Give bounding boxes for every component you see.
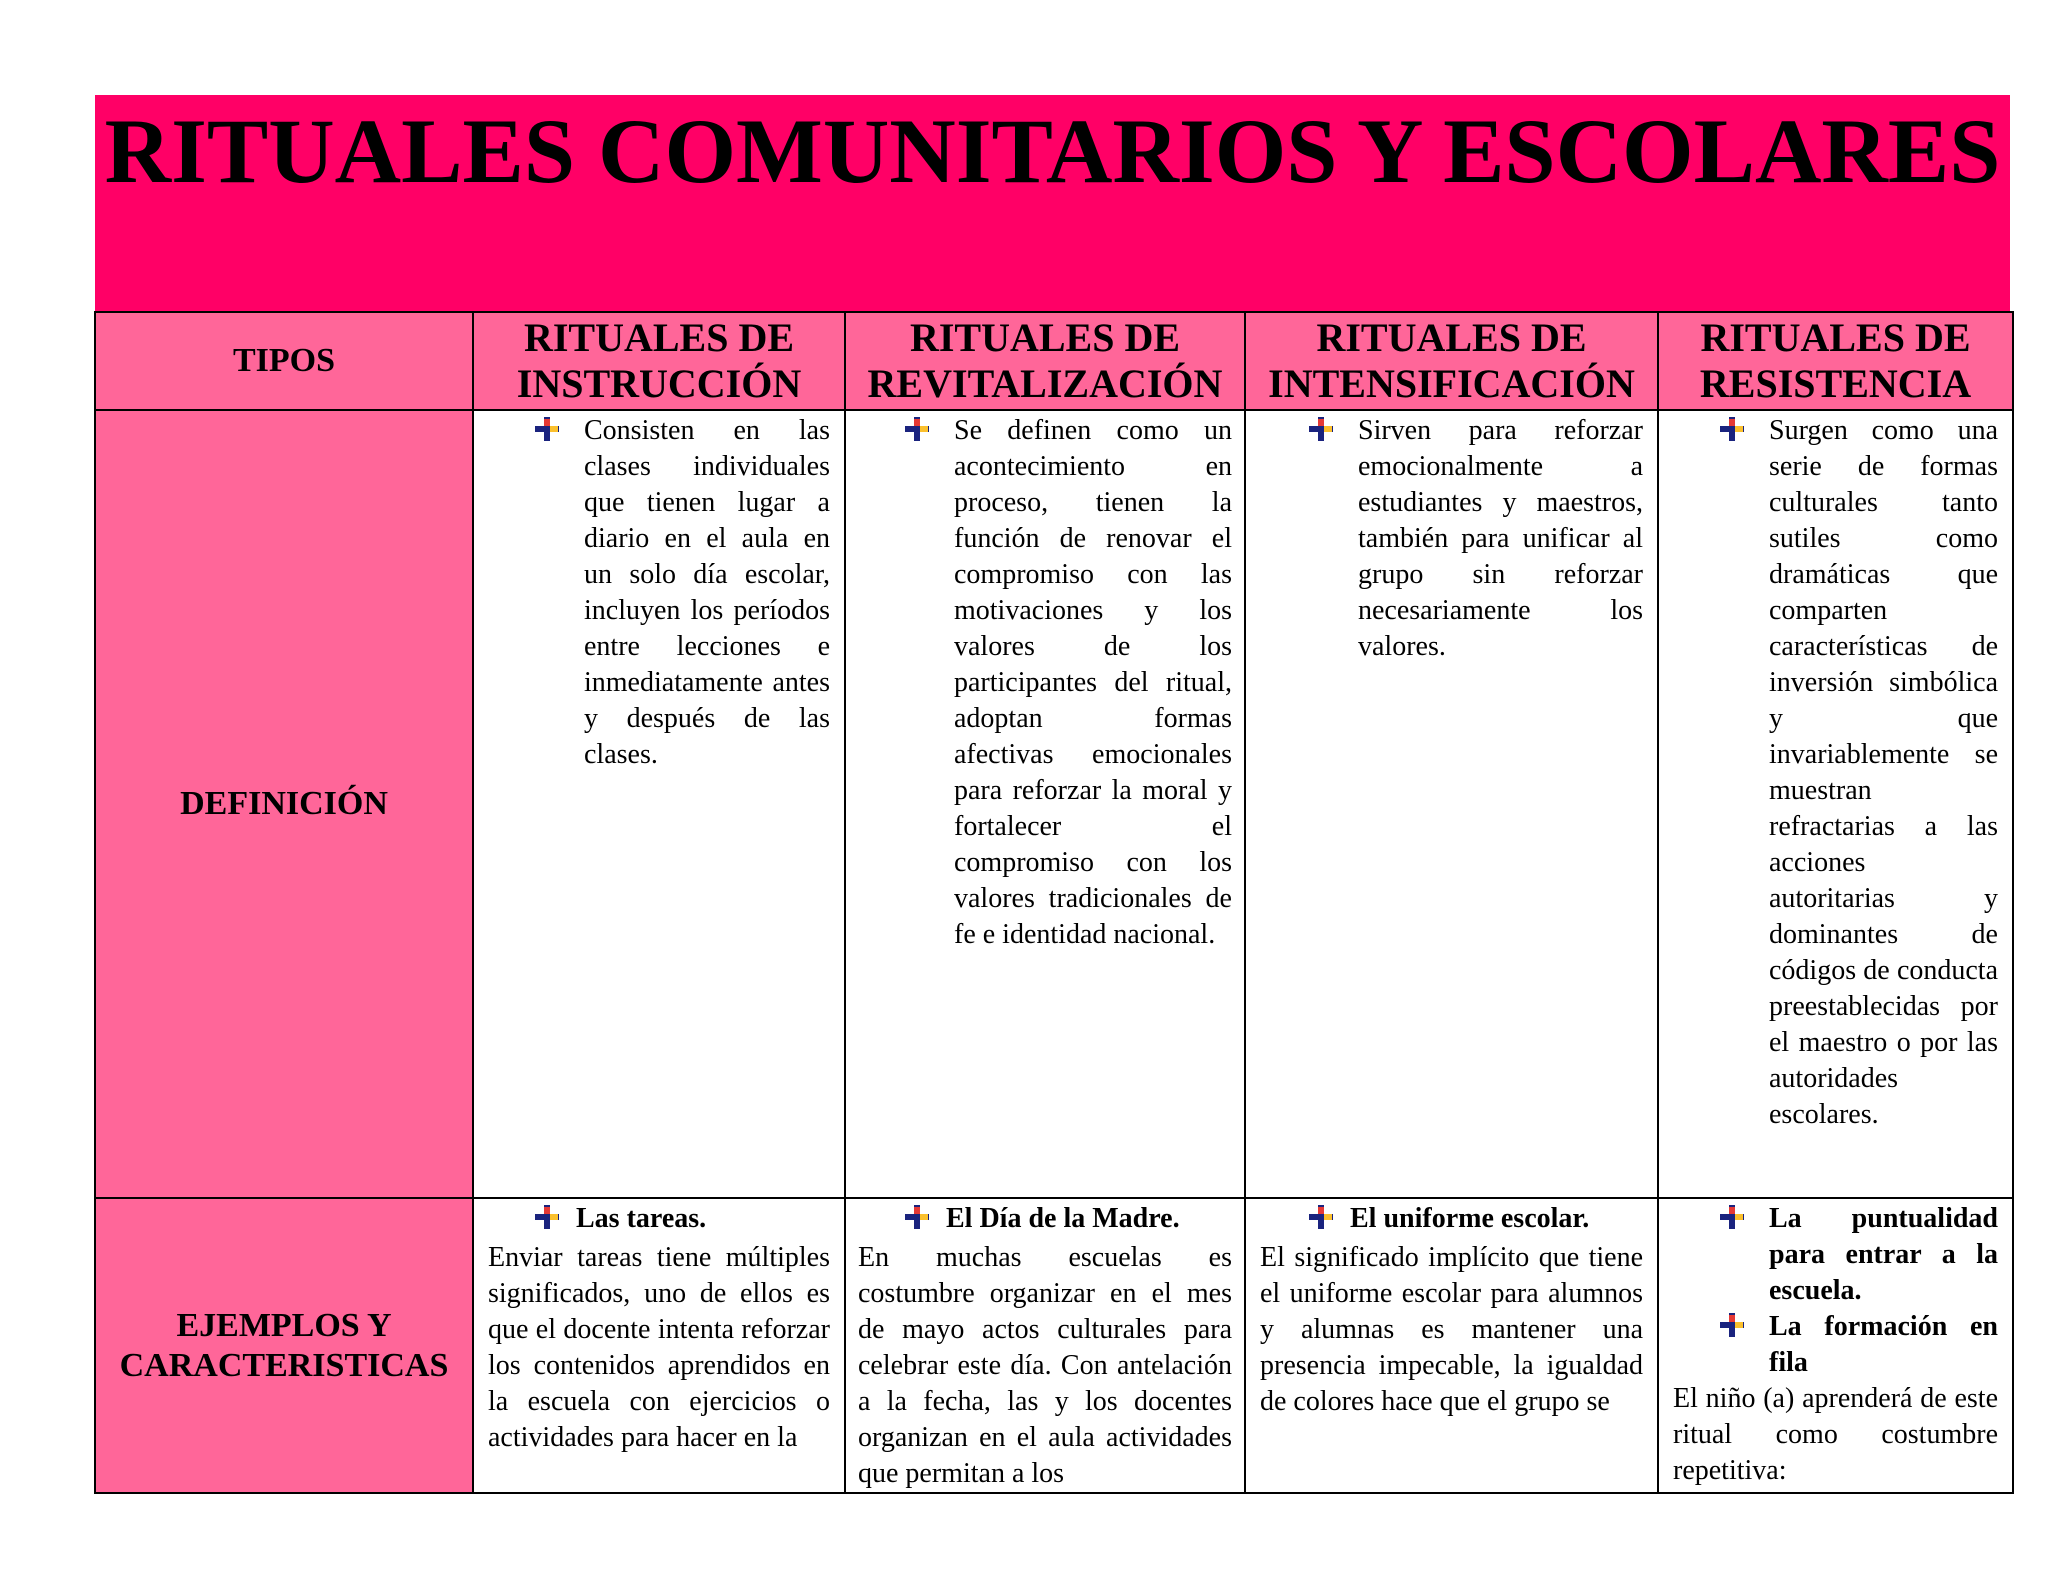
example-text: En muchas escuelas es costumbre organizar en el mes de mayo actos culturales para celebrar este día. Con antelación a la fecha, las y los docentes organizan en el aula actividades que permitan a los bbox=[858, 1242, 1232, 1489]
plus-bullet-icon bbox=[904, 416, 930, 452]
example-cell bbox=[1658, 1198, 2013, 1493]
rituals-table bbox=[94, 311, 2014, 1494]
plus-bullet-icon bbox=[534, 1204, 560, 1240]
plus-bullet-icon bbox=[1719, 416, 1745, 452]
example-text: El significado implícito que tiene el uniforme escolar para alumnos y alumnas es mantener una presencia impecable, la igualdad de colores hace que el grupo se bbox=[1260, 1242, 1643, 1417]
plus-bullet-icon bbox=[1308, 1204, 1334, 1240]
definition-cell bbox=[473, 410, 845, 1198]
example-title-2: La formación en fila bbox=[1769, 1311, 1998, 1378]
example-cell bbox=[845, 1198, 1245, 1493]
page-title: RITUALES COMUNITARIOS Y ESCOLARES bbox=[104, 100, 2001, 202]
example-cell bbox=[1245, 1198, 1658, 1493]
row-label-ejemplos: EJEMPLOS Y CARACTERISTICAS bbox=[95, 1198, 473, 1493]
column-header: RITUALES DE RESISTENCIA bbox=[1658, 312, 2013, 410]
example-title: Las tareas. bbox=[576, 1203, 707, 1234]
definition-cell bbox=[1658, 410, 2013, 1198]
example-cell bbox=[473, 1198, 845, 1493]
example-text: Enviar tareas tiene múltiples significados, uno de ellos es que el docente intenta reforzar los contenidos aprendidos en la escuela con ejercicios o actividades para hacer en la bbox=[488, 1242, 830, 1453]
example-title: El Día de la Madre. bbox=[946, 1203, 1180, 1234]
column-header: RITUALES DE INTENSIFICACIÓN bbox=[1245, 312, 1658, 410]
definition-text: Surgen como una serie de formas culturales tanto sutiles como dramáticas que comparten características de inversión simbólica y que invariablemente se muestran refractarias a las acciones autoritarias y dominantes de códigos de conducta preestablecidas por el maestro o por las autoridades escolares. bbox=[1769, 415, 1998, 1130]
definition-text: Se definen como un acontecimiento en proceso, tienen la función de renovar el compromiso con las motivaciones y los valores de los participantes del ritual, adoptan formas afectivas emocionales para reforzar la moral y fortalecer el compromiso con los valores tradicionales de fe e identidad nacional. bbox=[954, 415, 1232, 950]
column-header: RITUALES DE REVITALIZACIÓN bbox=[845, 312, 1245, 410]
plus-bullet-icon bbox=[904, 1204, 930, 1240]
row-label-tipos: TIPOS bbox=[95, 312, 473, 410]
examples-row bbox=[95, 1198, 2013, 1493]
plus-bullet-icon bbox=[534, 416, 560, 452]
column-header: RITUALES DE INSTRUCCIÓN bbox=[473, 312, 845, 410]
plus-bullet-icon bbox=[1308, 416, 1334, 452]
example-title: El uniforme escolar. bbox=[1350, 1203, 1590, 1234]
example-text: El niño (a) aprenderá de este ritual como costumbre repetitiva: bbox=[1673, 1383, 1998, 1486]
definition-cell bbox=[845, 410, 1245, 1198]
definition-text: Sirven para reforzar emocionalmente a estudiantes y maestros, también para unificar al grupo sin reforzar necesariamente los valores. bbox=[1358, 415, 1643, 662]
definition-row bbox=[95, 410, 2013, 1198]
definition-cell bbox=[1245, 410, 1658, 1198]
header-row bbox=[95, 312, 2013, 410]
plus-bullet-icon bbox=[1719, 1204, 1745, 1240]
definition-text: Consisten en las clases individuales que tienen lugar a diario en el aula en un solo día escolar, incluyen los períodos entre lecciones e inmediatamente antes y después de las clases. bbox=[584, 415, 830, 770]
example-title: La puntualidad para entrar a la escuela. bbox=[1769, 1203, 1998, 1306]
plus-bullet-icon bbox=[1719, 1312, 1745, 1348]
row-label-definicion: DEFINICIÓN bbox=[95, 410, 473, 1198]
